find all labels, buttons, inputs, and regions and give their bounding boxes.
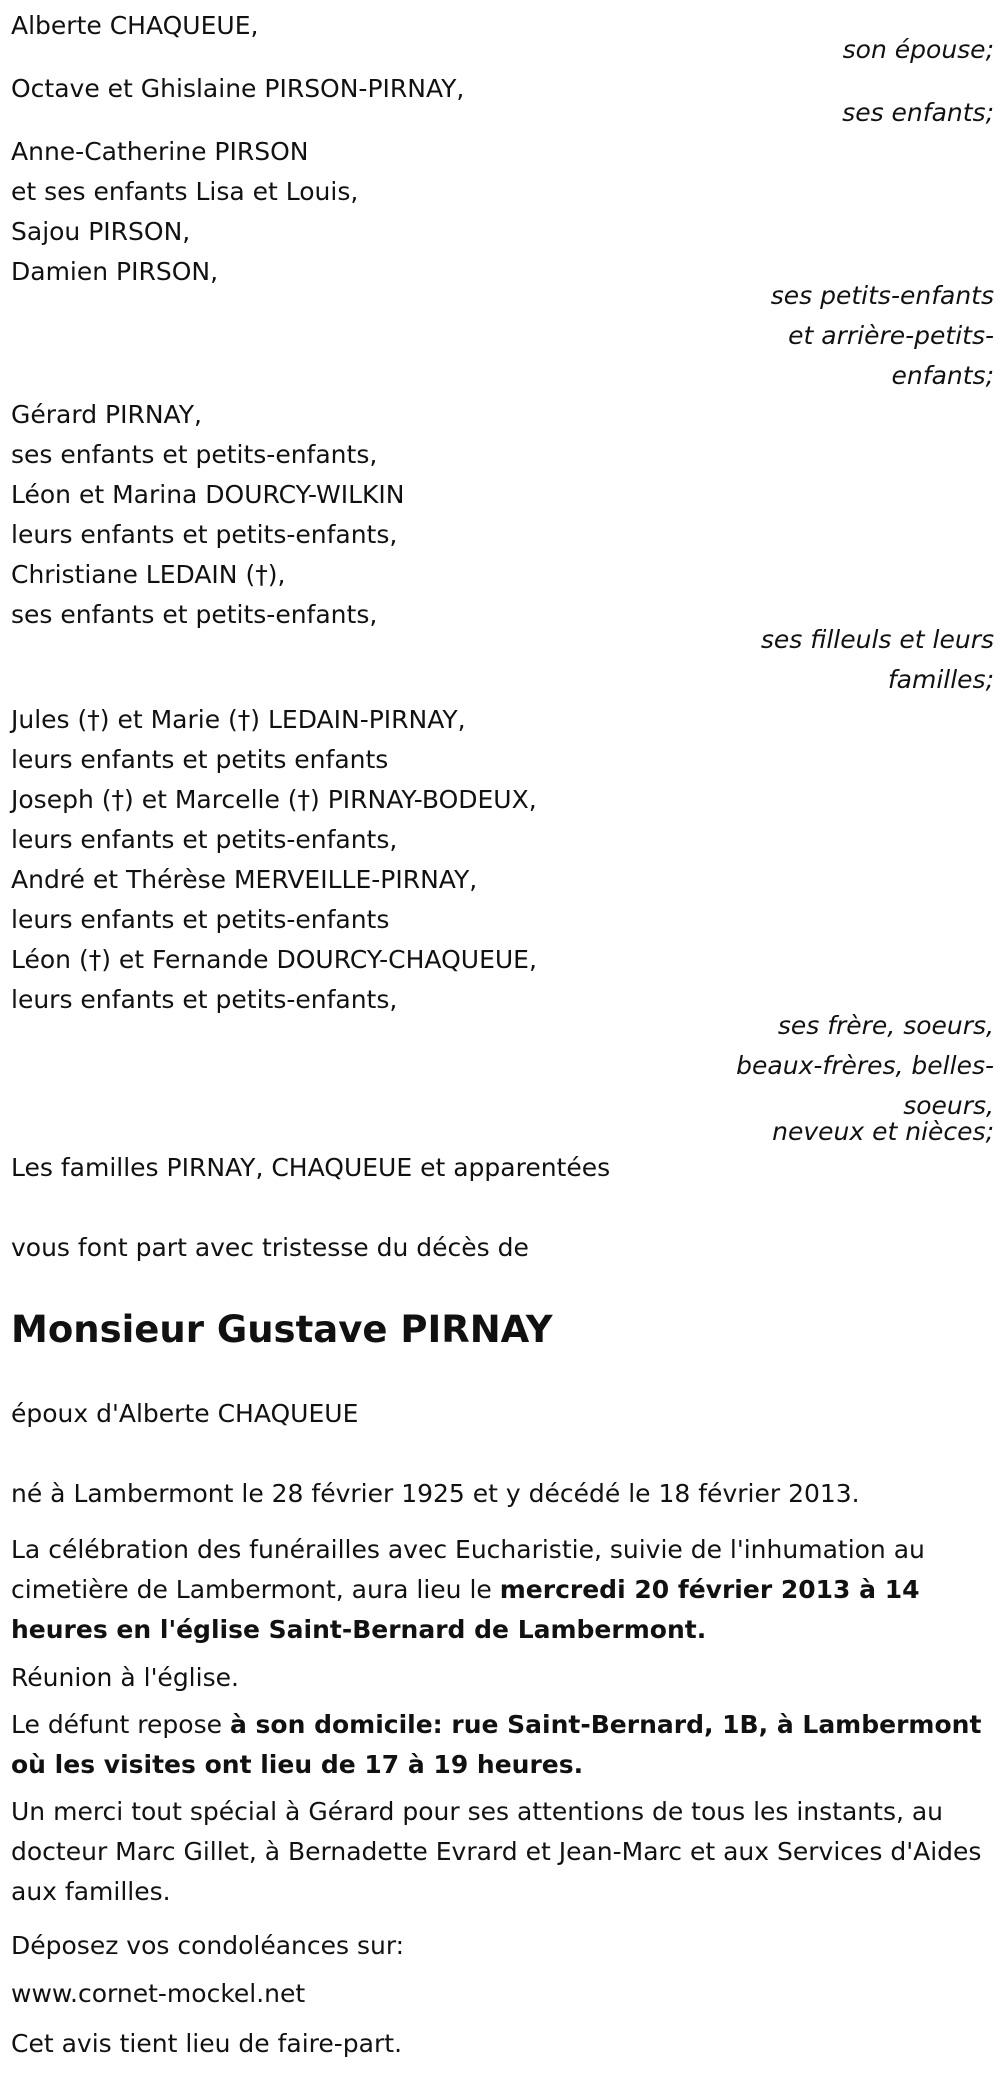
siblings-line: Léon (†) et Fernande DOURCY-CHAQUEUE, (11, 945, 537, 974)
grandchildren-role-line: et arrière-petits- (788, 321, 994, 350)
repose-address-visits: à son domicile: rue Saint-Bernard, 1B, à Lambermont où les visites ont lieu de 17 à 19 heures. (11, 1710, 982, 1779)
children-role: ses enfants; (842, 98, 994, 127)
godchildren-line: Léon et Marina DOURCY-WILKIN (11, 480, 405, 509)
siblings-line: leurs enfants et petits-enfants, (11, 825, 398, 854)
meeting-line: Réunion à l'église. (11, 1663, 239, 1692)
funeral-text: La célébration des funérailles avec Eucharistie, suivie de l'inhumation au cimetière de Lambermont, aura lieu le (11, 1535, 925, 1604)
closing-line: Cet avis tient lieu de faire-part. (11, 2029, 403, 2058)
deceased-dates: né à Lambermont le 28 février 1925 et y décédé le 18 février 2013. (11, 1479, 860, 1508)
siblings-role-line: neveux et nièces; (772, 1117, 994, 1146)
deceased-spouse-line: époux d'Alberte CHAQUEUE (11, 1399, 359, 1428)
grandchildren-role-line: enfants; (891, 361, 994, 390)
godchildren-line: Christiane LEDAIN (†), (11, 560, 286, 589)
spouse-role: son épouse; (842, 35, 994, 64)
funeral-paragraph (11, 1530, 996, 1650)
godchildren-role-line: ses filleuls et leurs (760, 625, 994, 654)
grandchildren-line: et ses enfants Lisa et Louis, (11, 177, 359, 206)
siblings-role-line: ses frère, soeurs, (777, 1011, 994, 1040)
repose-text: Le défunt repose (11, 1710, 230, 1739)
godchildren-role-line: familles; (887, 665, 994, 694)
grandchildren-line: Anne-Catherine PIRSON (11, 137, 309, 166)
siblings-line: leurs enfants et petits-enfants (11, 905, 390, 934)
thanks-paragraph: Un merci tout spécial à Gérard pour ses attentions de tous les instants, au docteur Marc Gillet, à Bernadette Evrard et Jean-Marc et aux Services d'Aides aux familles. (11, 1797, 982, 1906)
siblings-line: leurs enfants et petits-enfants, (11, 985, 398, 1014)
siblings-role-line: beaux-frères, belles- (736, 1051, 994, 1080)
grandchildren-line: Sajou PIRSON, (11, 217, 191, 246)
condolences-website-link[interactable]: www.cornet-mockel.net (11, 1979, 306, 2008)
siblings-line: Jules (†) et Marie (†) LEDAIN-PIRNAY, (11, 705, 466, 734)
siblings-line: Joseph (†) et Marcelle (†) PIRNAY-BODEUX, (11, 785, 537, 814)
funeral-datetime-place: mercredi 20 février 2013 à 14 heures en l'église Saint-Bernard de Lambermont. (11, 1575, 920, 1644)
godchildren-line: ses enfants et petits-enfants, (11, 440, 378, 469)
repose-paragraph (11, 1705, 996, 1785)
grandchildren-role-line: ses petits-enfants (770, 281, 994, 310)
grandchildren-line: Damien PIRSON, (11, 257, 219, 286)
siblings-line: André et Thérèse MERVEILLE-PIRNAY, (11, 865, 478, 894)
families-line: Les familles PIRNAY, CHAQUEUE et apparentées (11, 1153, 611, 1182)
children-names: Octave et Ghislaine PIRSON-PIRNAY, (11, 74, 465, 103)
godchildren-line: leurs enfants et petits-enfants, (11, 520, 398, 549)
condolences-label: Déposez vos condoléances sur: (11, 1931, 405, 1960)
deceased-name: Monsieur Gustave PIRNAY (11, 1308, 553, 1351)
godchildren-line: Gérard PIRNAY, (11, 400, 202, 429)
siblings-role-line: soeurs, (903, 1091, 994, 1120)
godchildren-line: ses enfants et petits-enfants, (11, 600, 378, 629)
spouse-name: Alberte CHAQUEUE, (11, 11, 259, 40)
siblings-line: leurs enfants et petits enfants (11, 745, 389, 774)
announcement-line: vous font part avec tristesse du décès de (11, 1233, 529, 1262)
